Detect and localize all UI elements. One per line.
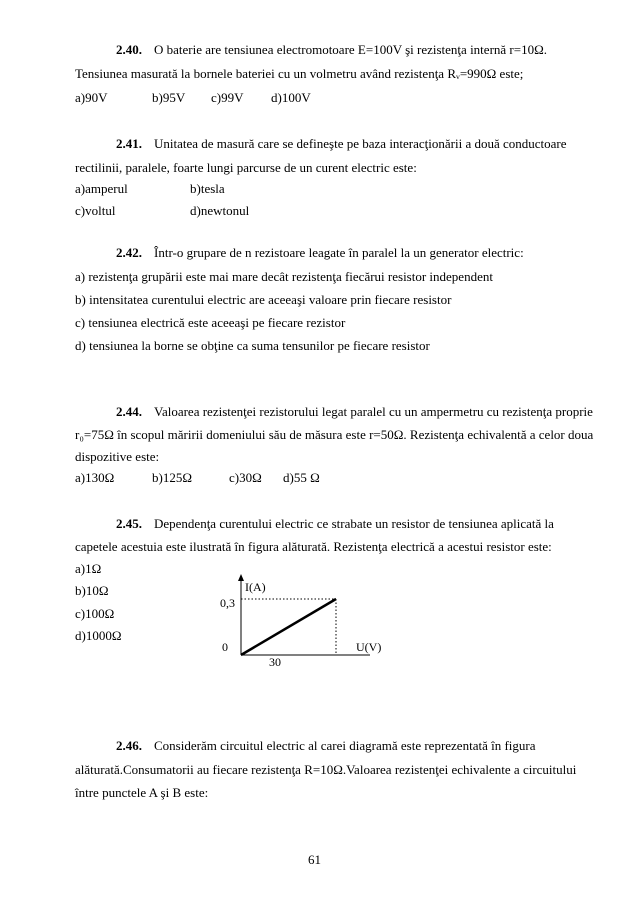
q245-graph: [200, 565, 420, 675]
q244-option-b: b)125Ω: [152, 470, 192, 485]
q245-option-c: c)100Ω: [75, 606, 115, 621]
q240-number: 2.40.: [116, 42, 142, 57]
q244-option-c: c)30Ω: [229, 470, 262, 485]
page-number: 61: [308, 852, 321, 867]
q246-line2: alăturată.Consumatorii au fiecare rezistenţa R=10Ω.Valoarea rezistenţei echivalente a circuitului: [75, 762, 577, 777]
q245-line1: 2.45. Dependenţa curentului electric ce strabate un resistor de tensiunea aplicată la: [116, 516, 554, 531]
q241-option-b: b)tesla: [190, 181, 225, 196]
q241-line1: 2.41. Unitatea de masură care se defineşte pe baza interacţionării a două conductoare: [116, 136, 567, 151]
q241-number: 2.41.: [116, 136, 142, 151]
q241-option-d: d)newtonul: [190, 203, 250, 218]
q244-line1: 2.44. Valoarea rezistenţei rezistorului legat paralel cu un ampermetru cu rezistenţa proprie: [116, 404, 593, 419]
q245-line2: capetele acestuia este ilustrată în figura alăturată. Rezistenţa electrică a acestui resistor este:: [75, 539, 552, 554]
q240-option-b: b)95V: [152, 90, 186, 105]
q242-option-b: b) intensitatea curentului electric are aceeaşi valoare prin fiecare resistor: [75, 292, 452, 307]
graph-x-label: U(V): [356, 640, 382, 654]
q240-option-a: a)90V: [75, 90, 108, 105]
graph-x-tick: 30: [269, 655, 281, 669]
q242-number: 2.42.: [116, 245, 142, 260]
q245-option-b: b)10Ω: [75, 583, 109, 598]
q246-line3: între punctele A şi B este:: [75, 785, 209, 800]
q242-option-a: a) rezistenţa grupării este mai mare decât rezistenţa fiecărui resistor independent: [75, 269, 493, 284]
q245-option-d: d)1000Ω: [75, 628, 122, 643]
q240-option-d: d)100V: [271, 90, 311, 105]
graph-data-line: [241, 599, 336, 655]
q242-option-c: c) tensiunea electrică este aceeaşi pe fiecare rezistor: [75, 315, 346, 330]
q244-option-a: a)130Ω: [75, 470, 115, 485]
q240-line1: 2.40. O baterie are tensiunea electromotoare E=100V şi rezistenţa internă r=10Ω.: [116, 42, 547, 57]
q240-option-c: c)99V: [211, 90, 244, 105]
q244-number: 2.44.: [116, 404, 142, 419]
q245-number: 2.45.: [116, 516, 142, 531]
q241-line2: rectilinii, paralele, foarte lungi parcurse de un curent electric este:: [75, 160, 417, 175]
q241-option-a: a)amperul: [75, 181, 128, 196]
q242-option-d: d) tensiunea la borne se obţine ca suma tensunilor pe fiecare resistor: [75, 338, 430, 353]
graph-y-label: I(A): [245, 580, 266, 594]
q240-line2: Tensiunea masurată la bornele bateriei cu un volmetru având rezistenţa Rᵥ=990Ω este;: [75, 66, 524, 81]
q246-number: 2.46.: [116, 738, 142, 753]
q244-line3: dispozitive este:: [75, 449, 160, 464]
q246-line1: 2.46. Considerăm circuitul electric al carei diagramă este reprezentată în figura: [116, 738, 536, 753]
q245-option-a: a)1Ω: [75, 561, 102, 576]
q241-option-c: c)voltul: [75, 203, 116, 218]
graph-origin: 0: [222, 640, 228, 654]
graph-y-arrow: [238, 574, 244, 581]
graph-y-tick: 0,3: [220, 596, 235, 610]
q242-line1: 2.42. Într-o grupare de n rezistoare leagate în paralel la un generator electric:: [116, 245, 524, 260]
q244-line2: r₀=75Ω în scopul măririi domeniului său de măsura este r=50Ω. Rezistenţa echivalentă a celor doua: [75, 427, 594, 442]
q244-option-d: d)55 Ω: [283, 470, 320, 485]
